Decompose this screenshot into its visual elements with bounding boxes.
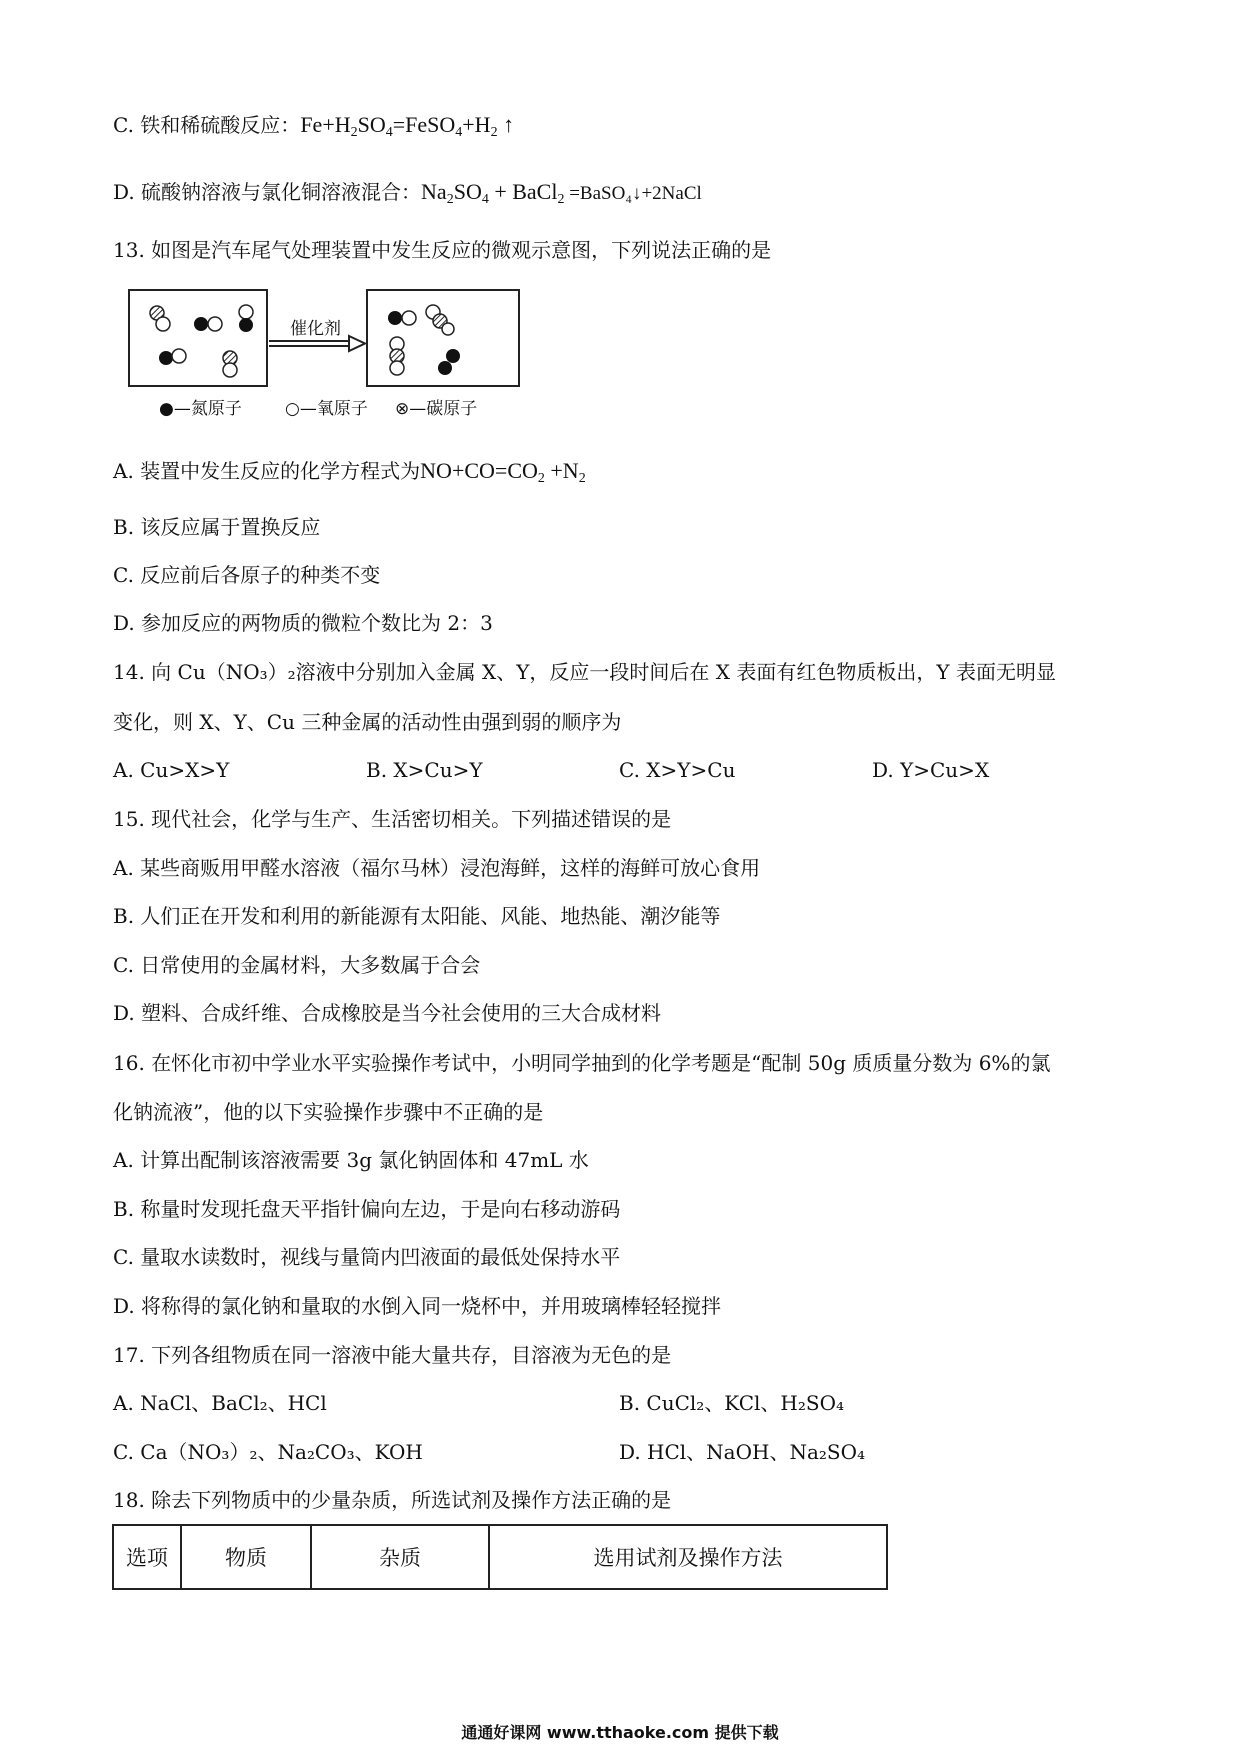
oxygen-atom (402, 311, 416, 325)
q17-option-d: D. HCl、NaOH、Na₂SO₄ (619, 1440, 865, 1464)
q12-option-c (113, 112, 514, 138)
catalyst-label: 催化剂 (290, 319, 341, 339)
q18-stem: 18. 除去下列物质中的少量杂质，所选试剂及操作方法正确的是 (113, 1488, 672, 1512)
oxygen-atom (239, 305, 253, 319)
oxygen-atom (223, 363, 237, 377)
nitrogen-atom (239, 318, 253, 332)
q14-option-d: D. Y>Cu>X (872, 758, 990, 782)
oxygen-atom (442, 323, 454, 335)
q18-table (112, 1524, 888, 1590)
q13-stem: 13. 如图是汽车尾气处理装置中发生反应的微观示意图，下列说法正确的是 (113, 238, 772, 262)
q14-option-c: C. X>Y>Cu (619, 758, 736, 782)
q13-option-b: B. 该反应属于置换反应 (113, 515, 321, 539)
oxygen-atom (172, 349, 186, 363)
header-option: 选项 (113, 1525, 181, 1589)
q15-option-a: A. 某些商贩用甲醛水溶液（福尔马林）浸泡海鲜，这样的海鲜可放心食用 (113, 856, 761, 880)
q15-stem: 15. 现代社会，化学与生产、生活密切相关。下列描述错误的是 (113, 807, 672, 831)
equation: $Na_2SO_4$ + BaCl$_2$ =BaSO₄↓+2NaCl (421, 179, 702, 207)
q17-option-a: A. NaCl、BaCl₂、HCl (113, 1391, 327, 1415)
q14-option-a: A. Cu>X>Y (113, 758, 230, 782)
q12-option-d (113, 179, 702, 207)
q14-stem-line1: 14. 向 Cu（NO₃）₂溶液中分别加入金属 X、Y，反应一段时间后在 X 表面有红色物质板出，Y 表面无明显 (113, 660, 1056, 684)
q15-option-d: D. 塑料、合成纤维、合成橡胶是当今社会使用的三大合成材料 (113, 1001, 662, 1025)
q16-stem-line2: 化钠流液”，他的以下实验操作步骤中不正确的是 (113, 1100, 544, 1124)
q17-option-b: B. CuCl₂、KCl、H₂SO₄ (619, 1391, 844, 1415)
table-header-row (113, 1525, 887, 1589)
equation: $Fe+H_2SO_4=FeSO_4+H_2$ ↑ (300, 112, 515, 140)
q16-option-b: B. 称量时发现托盘天平指针偏向左边，于是向右移动游码 (113, 1197, 621, 1221)
nitrogen-atom (388, 311, 402, 325)
option-text: D. 硫酸钠溶液与氯化铜溶液混合： (113, 180, 422, 204)
legend-nitrogen: ●—氮原子 (159, 399, 242, 419)
q16-stem-line1: 16. 在怀化市初中学业水平实验操作考试中，小明同学抽到的化学考题是“配制 50g 质质量分数为 6%的氯 (113, 1051, 1051, 1075)
q14-stem-line2: 变化，则 X、Y、Cu 三种金属的活动性由强到弱的顺序为 (113, 710, 622, 734)
legend-oxygen: ○—氧原子 (285, 399, 368, 419)
header-method: 选用试剂及操作方法 (489, 1525, 887, 1589)
header-impurity: 杂质 (311, 1525, 489, 1589)
nitrogen-atom (446, 349, 460, 363)
oxygen-atom (208, 317, 222, 331)
option-text: A. 装置中发生反应的化学方程式为 (113, 459, 421, 483)
header-substance: 物质 (181, 1525, 311, 1589)
oxygen-atom (156, 317, 170, 331)
option-text: C. 铁和稀硫酸反应： (113, 113, 301, 137)
q13-option-d: D. 参加反应的两物质的微粒个数比为 2：3 (113, 611, 493, 635)
reaction-diagram (127, 288, 527, 423)
page-footer: 通通好课网 www.tthaoke.com 提供下载 (461, 1723, 779, 1742)
nitrogen-atom (438, 361, 452, 375)
q16-option-d: D. 将称得的氯化钠和量取的水倒入同一烧杯中，并用玻璃棒轻轻搅拌 (113, 1294, 722, 1318)
nitrogen-atom (159, 351, 173, 365)
q14-option-b: B. X>Cu>Y (366, 758, 483, 782)
q17-stem: 17. 下列各组物质在同一溶液中能大量共存，目溶液为无色的是 (113, 1343, 672, 1367)
q15-option-b: B. 人们正在开发和利用的新能源有太阳能、风能、地热能、潮汐能等 (113, 904, 721, 928)
oxygen-atom (390, 361, 404, 375)
q15-option-c: C. 日常使用的金属材料，大多数属于合会 (113, 953, 481, 977)
q13-option-a (113, 458, 586, 484)
equation: $NO+CO=CO_2 +N_2$ (420, 458, 586, 486)
q17-option-c: C. Ca（NO₃）₂、Na₂CO₃、KOH (113, 1440, 423, 1464)
nitrogen-atom (194, 317, 208, 331)
q13-option-c: C. 反应前后各原子的种类不变 (113, 563, 381, 587)
legend-carbon: ⊗—碳原子 (395, 399, 478, 419)
q16-option-c: C. 量取水读数时，视线与量筒内凹液面的最低处保持水平 (113, 1245, 621, 1269)
q16-option-a: A. 计算出配制该溶液需要 3g 氯化钠固体和 47mL 水 (113, 1148, 589, 1172)
